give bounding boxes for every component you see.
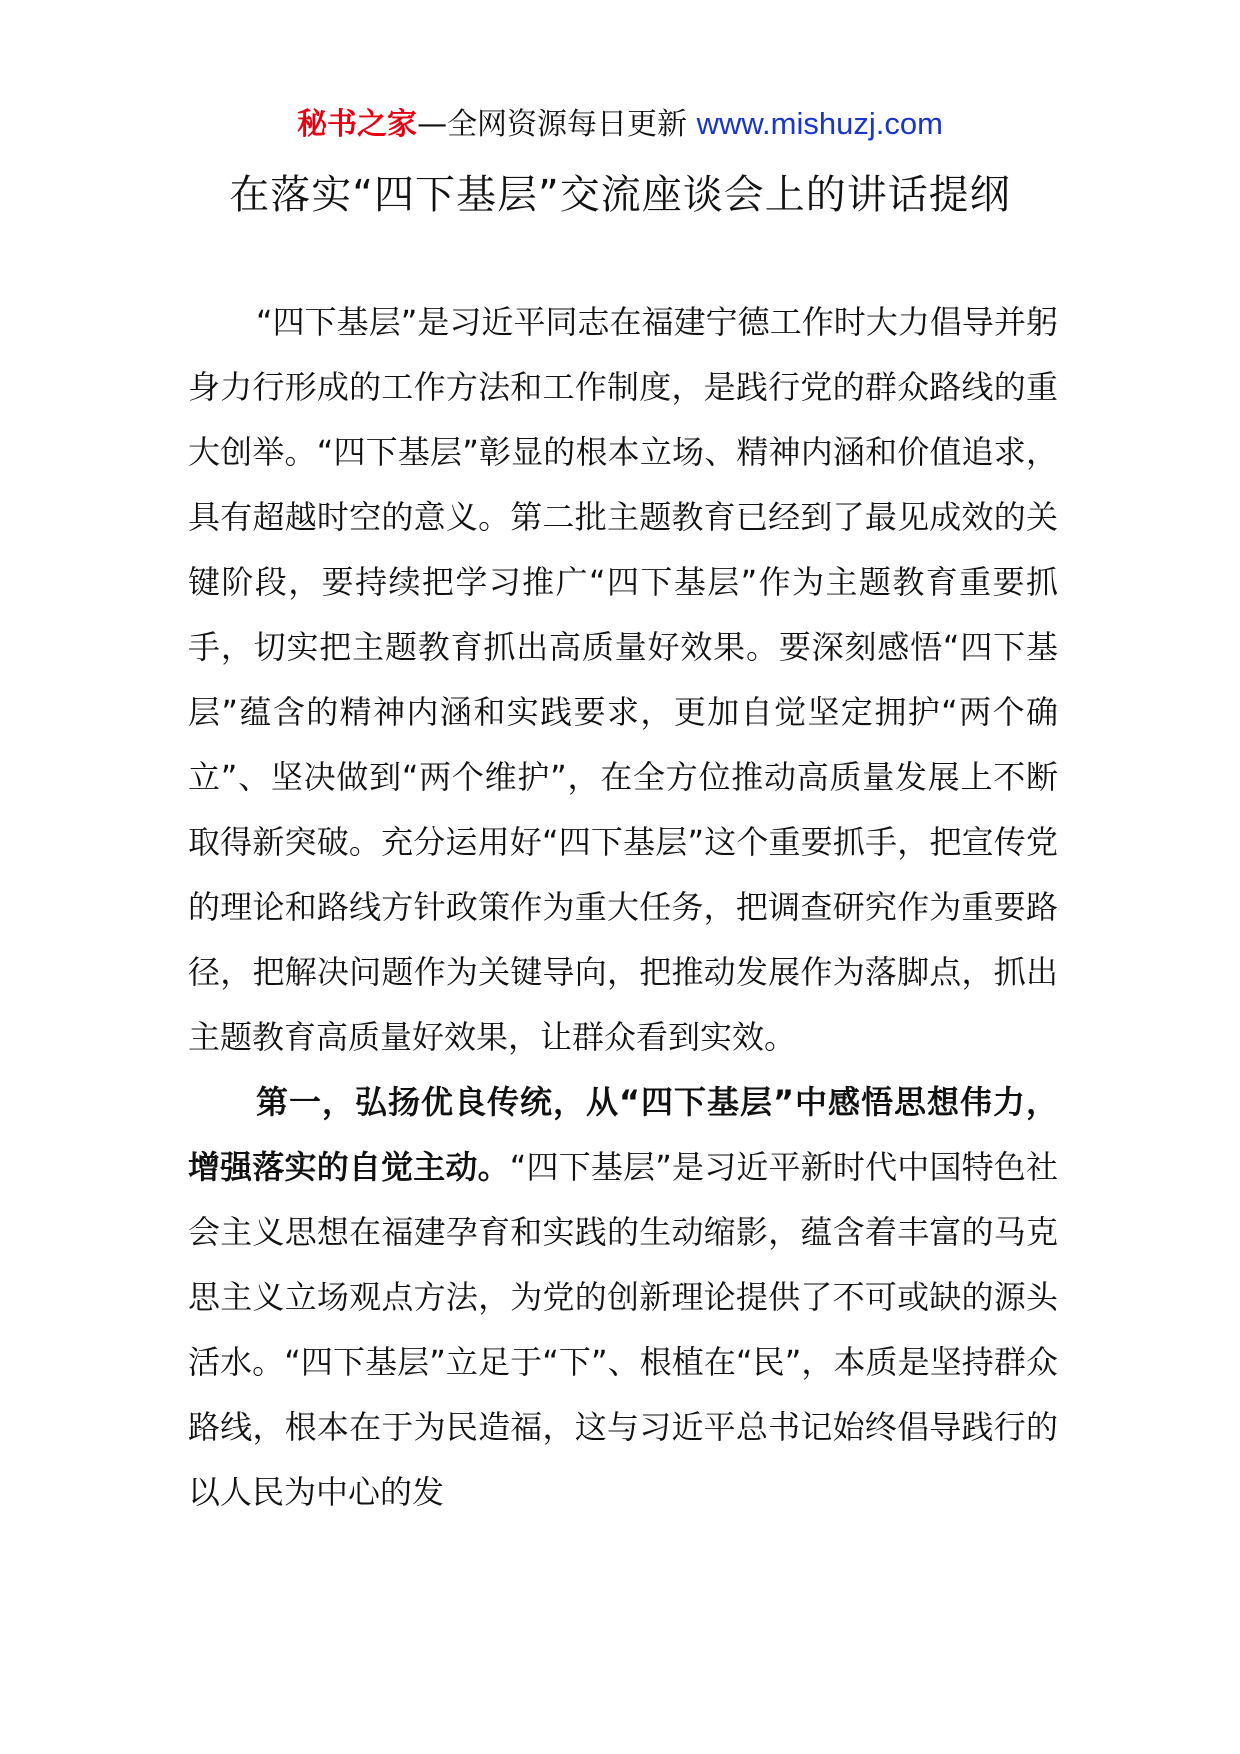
document-title: 在落实“四下基层”交流座谈会上的讲话提纲 [229,172,1011,218]
header-slogan: —全网资源每日更新 [417,107,697,142]
paragraph-intro [188,290,1058,1070]
paragraph-text: “四下基层”是习近平同志在福建宁德工作时大力倡导并躬身力行形成的工作方法和工作制度，是践行党的群众路线的重大创举。“四下基层”彰显的根本立场、精神内涵和价值追求，具有超越时空的意义。第二批主题教育已经到了最见成效的关键阶段，要持续把学习推广“四下基层”作为主题教育重要抓手，切实把主题教育抓出高质量好效果。要深刻感悟“四下基层”蕴含的精神内涵和实践要求，更加自觉坚定拥护“两个确立”、坚决做到“两个维护”，在全方位推动高质量发展上不断取得新突破。充分运用好“四下基层”这个重要抓手，把宣传党的理论和路线方针政策作为重大任务，把调查研究作为重要路径，把解决问题作为关键导向，把推动发展作为落脚点，抓出主题教育高质量好效果，让群众看到实效。 [188,303,1058,1056]
site-url-link[interactable]: www.mishuzj.com [696,106,943,141]
brand-name: 秘书之家 [297,107,418,142]
site-header [0,104,1240,145]
paragraph-text: “四下基层”是习近平新时代中国特色社会主义思想在福建孕育和实践的生动缩影，蕴含着丰富的马克思主义立场观点方法，为党的创新理论提供了不可或缺的源头活水。“四下基层”立足于“下”、根植在“民”，本质是坚持群众路线，根本在于为民造福，这与习近平总书记始终倡导践行的以人民为中心的发 [188,1148,1058,1511]
paragraph-lead-heading: 第一，弘扬优良传统，从“四下基层”中感悟思想伟力，增强落实的自觉主动。 [188,1083,1058,1186]
paragraph-first-point [188,1070,1058,1525]
document-body [188,290,1058,1525]
